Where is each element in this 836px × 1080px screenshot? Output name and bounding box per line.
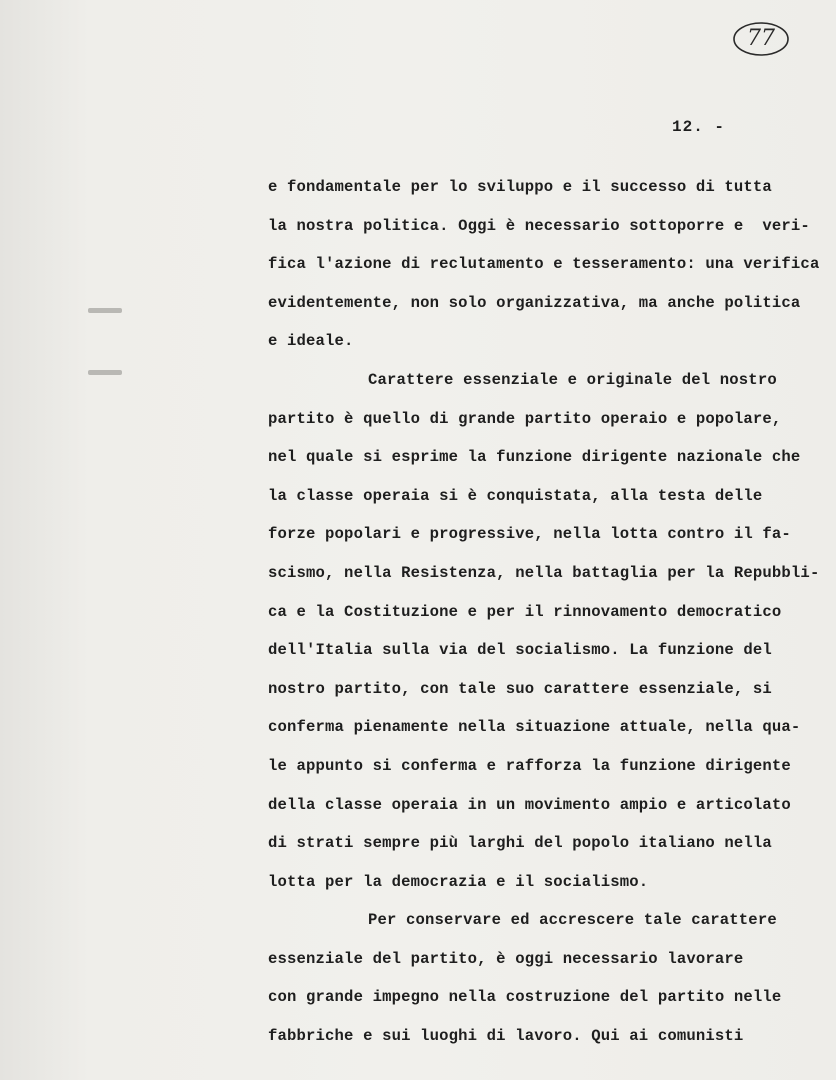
text-line: partito è quello di grande partito operaio e popolare,	[268, 409, 782, 428]
text-line: ca e la Costituzione e per il rinnovamento democratico	[268, 602, 782, 621]
text-line: con grande impegno nella costruzione del partito nelle	[268, 988, 782, 1007]
text-line: e ideale.	[268, 332, 354, 351]
text-line: evidentemente, non solo organizzativa, ma anche politica	[268, 293, 801, 312]
text-line: di strati sempre più larghi del popolo italiano nella	[268, 834, 772, 853]
text-line: dell'Italia sulla via del socialismo. La funzione del	[268, 641, 772, 660]
margin-mark	[88, 308, 122, 313]
text-line: lotta per la democrazia e il socialismo.	[268, 872, 649, 891]
folio-stamp	[732, 20, 790, 58]
folio-number: 77	[747, 26, 775, 51]
text-line: nostro partito, con tale suo carattere essenziale, si	[268, 679, 772, 698]
text-line: fica l'azione di reclutamento e tesseramento: una verifica	[268, 255, 820, 274]
page-number: 12. -	[672, 118, 726, 136]
text-line: nel quale si esprime la funzione dirigente nazionale che	[268, 448, 801, 467]
margin-mark	[88, 370, 122, 375]
text-line: della classe operaia in un movimento ampio e articolato	[268, 795, 791, 814]
typed-text-body	[268, 172, 836, 1060]
text-line: fabbriche e sui luoghi di lavoro. Qui ai comunisti	[268, 1027, 744, 1046]
text-line: le appunto si conferma e rafforza la funzione dirigente	[268, 756, 791, 775]
text-line: scismo, nella Resistenza, nella battaglia per la Repubbli-	[268, 563, 820, 582]
bleed-through-shadow	[95, 0, 205, 1080]
text-line: conferma pienamente nella situazione attuale, nella qua-	[268, 718, 801, 737]
text-line: la nostra politica. Oggi è necessario sottoporre e veri-	[268, 216, 810, 235]
text-line: essenziale del partito, è oggi necessario lavorare	[268, 949, 744, 968]
text-line: la classe operaia si è conquistata, alla testa delle	[268, 486, 763, 505]
text-line: forze popolari e progressive, nella lotta contro il fa-	[268, 525, 791, 544]
text-line: e fondamentale per lo sviluppo e il successo di tutta	[268, 178, 772, 196]
text-line: Carattere essenziale e originale del nostro	[368, 370, 777, 389]
text-line: Per conservare ed accrescere tale carattere	[368, 911, 777, 930]
